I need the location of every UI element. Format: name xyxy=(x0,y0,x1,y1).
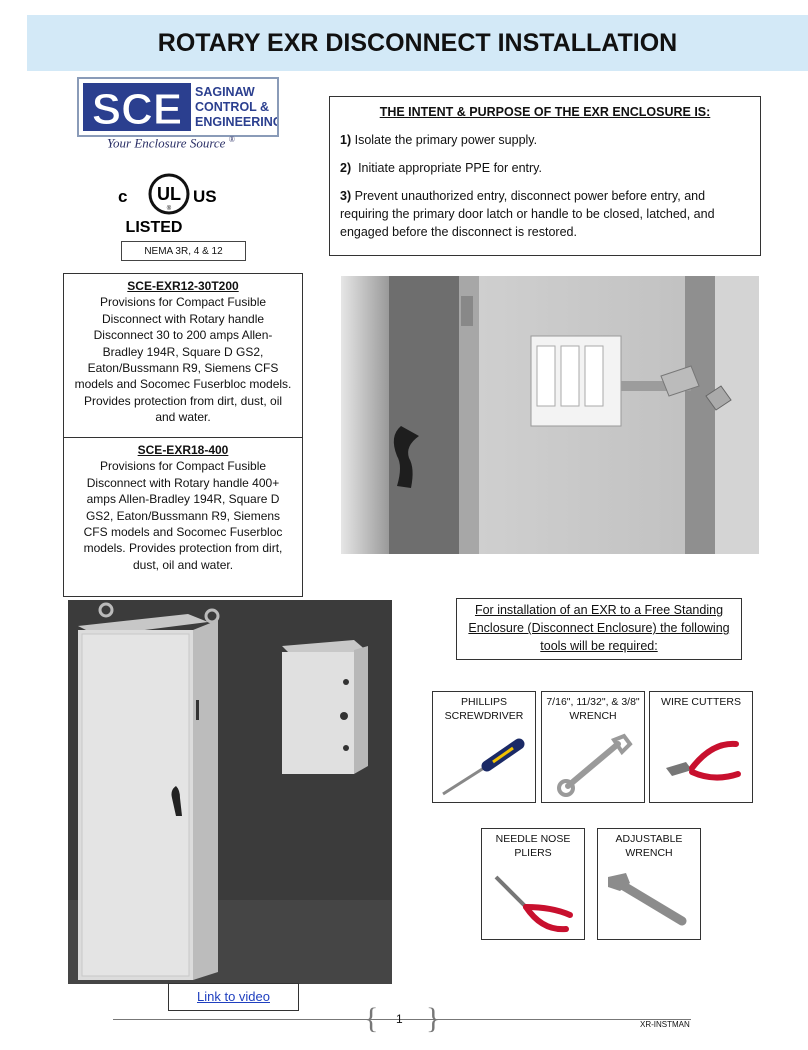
intent-heading: THE INTENT & PURPOSE OF THE EXR ENCLOSURE IS: xyxy=(379,105,711,119)
sce-logo-graphic xyxy=(79,79,277,135)
svg-text:c: c xyxy=(118,187,128,206)
product-box-exr18 xyxy=(63,437,303,597)
tool-label: NEEDLE NOSE PLIERS xyxy=(495,833,571,859)
page-number: 1 xyxy=(396,1012,403,1026)
footer-brace-right: } xyxy=(426,1002,441,1035)
product-description: Provisions for Compact Fusible Disconnect with Rotary handle 400+ amps Allen-Bradley 194R, Square D GS2, Eaton/Bussmann R9, Siemens CFS models and Socomec Fuserbloc models. Provides protection from dirt, dust, oil and water. xyxy=(83,459,283,572)
logo-company-line2: CONTROL & xyxy=(195,100,270,114)
tool-label: 7/16", 11/32", & 3/8" WRENCH xyxy=(546,696,640,722)
tool-label: PHILLIPS SCREWDRIVER xyxy=(444,696,524,722)
video-link[interactable]: Link to video xyxy=(168,983,299,1011)
logo-tagline: Your Enclosure Source ® xyxy=(107,135,235,151)
product-model: SCE-EXR12-30T200 xyxy=(127,279,239,293)
screwdriver-icon xyxy=(433,732,537,802)
intent-item: 1) Isolate the primary power supply. xyxy=(340,133,538,147)
tool-card-screwdriver xyxy=(432,691,536,803)
svg-text:LISTED: LISTED xyxy=(125,219,183,236)
logo-company-line1: SAGINAW xyxy=(195,85,255,99)
product-description: Provisions for Compact Fusible Disconnect with Rotary handle Disconnect 30 to 200 amps Allen-Bradley 194R, Square D GS2, Eaton/Bussmann R9, Siemens CFS models and Socomec Fuserbloc models. Provides protection from dirt, dust, oil and water. xyxy=(74,295,292,425)
wrench-icon xyxy=(542,732,646,802)
sce-logo xyxy=(77,77,279,137)
ul-listed-mark xyxy=(114,170,238,236)
logo-company-line3: ENGINEERING xyxy=(195,115,277,129)
tool-card-adjustable-wrench xyxy=(597,828,701,940)
svg-text:US: US xyxy=(193,187,217,206)
tool-card-needle-nose-pliers xyxy=(481,828,585,940)
tool-card-wrench xyxy=(541,691,645,803)
svg-text:UL: UL xyxy=(157,184,181,204)
page-title: ROTARY EXR DISCONNECT INSTALLATION xyxy=(157,29,678,57)
product-model: SCE-EXR18-400 xyxy=(137,443,229,457)
intent-item: 3) Prevent unauthorized entry, disconnect power before entry, and requiring the primary door latch or handle to be closed, latched, and engaged before the disconnect is restored. xyxy=(340,189,715,239)
tool-label: ADJUSTABLE WRENCH xyxy=(615,833,683,859)
intent-purpose-box xyxy=(329,96,761,256)
nema-rating: NEMA 3R, 4 & 12 xyxy=(121,241,246,261)
disconnect-installed-photo xyxy=(341,276,759,554)
logo-mark: SCE xyxy=(91,85,183,134)
enclosure-render xyxy=(68,600,392,984)
intent-item: 2) Initiate appropriate PPE for entry. xyxy=(340,161,542,175)
needle-nose-pliers-icon xyxy=(482,867,586,939)
footer-brace-left: { xyxy=(364,1002,379,1035)
wire-cutters-icon xyxy=(650,728,754,800)
adjustable-wrench-icon xyxy=(598,867,702,939)
tool-card-wire-cutters xyxy=(649,691,753,803)
product-box-exr12 xyxy=(63,273,303,438)
document-id: XR-INSTMAN xyxy=(640,1020,690,1029)
svg-text:®: ® xyxy=(166,206,172,212)
tools-intro: For installation of an EXR to a Free Standing Enclosure (Disconnect Enclosure) the following tools will be required: xyxy=(456,598,742,660)
tool-label: WIRE CUTTERS xyxy=(661,696,741,708)
